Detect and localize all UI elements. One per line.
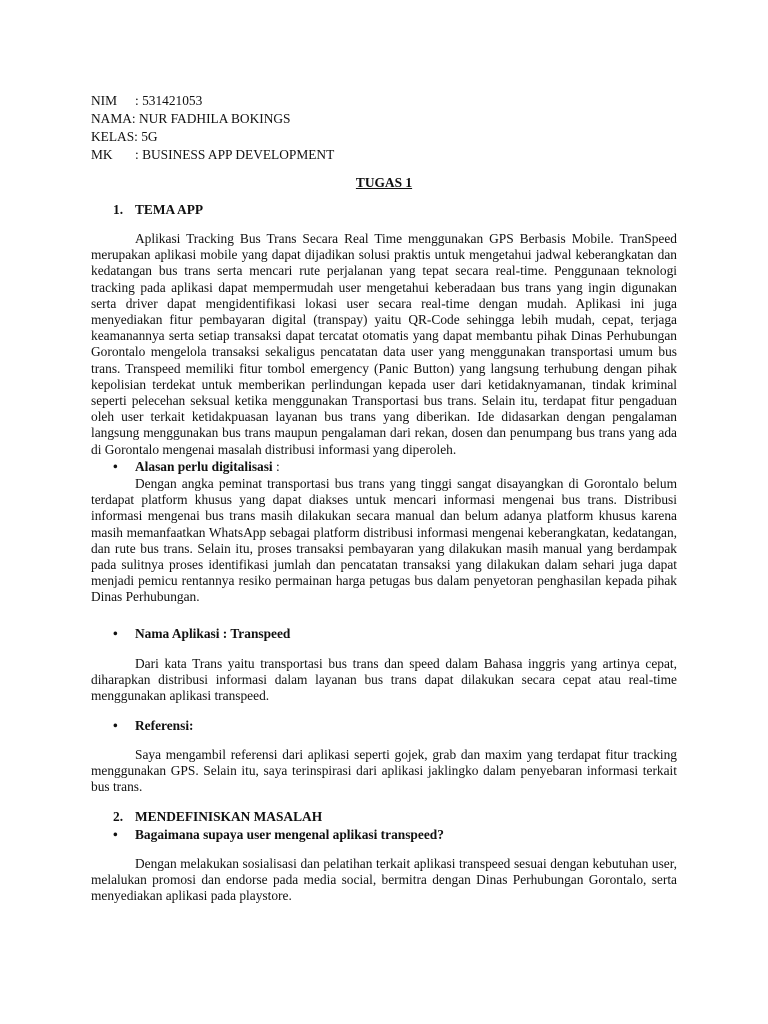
bullet-referensi-label: Referensi: (135, 718, 194, 733)
bullet-icon: • (113, 827, 118, 842)
section-1-title: TEMA APP (135, 202, 204, 217)
section-1-heading (113, 201, 203, 219)
bullet-referensi (113, 717, 194, 735)
mk-value: : BUSINESS APP DEVELOPMENT (135, 147, 335, 162)
bullet-alasan-label: Alasan perlu digitalisasi (135, 459, 273, 474)
student-info (91, 92, 334, 164)
bullet-icon: • (113, 626, 118, 641)
nama-aplikasi-paragraph: Dari kata Trans yaitu transportasi bus trans dan speed dalam Bahasa inggris yang artinya cepat, diharapkan distribusi informasi dalam layanan bus trans dapat dilakukan secara cepat atau real-time menggunakan aplikasi transpeed. (91, 656, 677, 704)
nama-label: NAMA (91, 111, 132, 126)
nim-row (91, 92, 334, 110)
masalah-paragraph: Dengan melakukan sosialisasi dan pelatihan terkait aplikasi transpeed sesuai dengan kebutuhan user, melalukan promosi dan endorse pada media social, bermitra dengan Dinas Perhubungan Gorontalo, serta menyediakan aplikasi pada playstore. (91, 856, 677, 904)
tema-app-paragraph: Aplikasi Tracking Bus Trans Secara Real Time menggunakan GPS Berbasis Mobile. TranSpeed merupakan aplikasi mobile yang dapat dijadikan solusi praktis untuk mengetahui jadwal keberangkatan dan kedatangan bus trans serta mencari rute perjalanan yang tepat secara real-time. Penggunaan teknologi tracking pada aplikasi dapat mempermudah user mengetahui keberadaan bus trans yang ingin digunakan serta driver dapat mengidentifikasi lokasi user secara real-time dengan mudah. Aplikasi ini juga menyediakan fitur pembayaran digital (transpay) yaitu QR-Code sehingga lebih mudah, cepat, terjaga keamanannya serta setiap transaksi dapat tercatat otomatis yang dapat membantu pihak Dinas Perhubungan Gorontalo mengelola transaksi sekaligus pencatatan data user yang menggunakan transportasi umum bus trans. Transpeed memiliki fitur tombol emergency (Panic Button) yang langsung terhubung dengan pihak kepolisian terdekat untuk memberikan perlindungan kepada user dari ketidaknyamanan, tindak kriminal seperti pelecehan seksual ketika menggunakan Transportasi bus trans. Selain itu, terdapat fitur pengaduan oleh user terkait ketidakpuasan layanan bus trans yang diberikan. Ide didasarkan dengan pengalaman langsung menggunakan bus trans maupun pengalaman dari rekan, dosen dan penumpang bus trans yang ada di Gorontalo mengenai masalah distribusi informasi yang diperoleh. (91, 231, 677, 457)
kelas-value: : 5G (134, 129, 158, 144)
bullet-masalah (113, 826, 444, 844)
document-title: TUGAS 1 (355, 175, 413, 190)
nama-value: : NUR FADHILA BOKINGS (131, 111, 291, 126)
section-1-number: 1. (113, 202, 124, 217)
bullet-alasan-suffix: : (272, 459, 280, 474)
nama-row (91, 110, 334, 128)
kelas-row (91, 128, 334, 146)
alasan-paragraph: Dengan angka peminat transportasi bus trans yang tinggi sangat disayangkan di Gorontalo belum terdapat platform khusus yang dapat diakses untuk mencari informasi mengenai bus trans. Distribusi informasi mengenai bus trans masih dilakukan secara manual dan belum adanya platform khusus karena masih memanfaatkan WhatsApp sebagai platform distribusi informasi mengenai keberangkatan, kedatangan, dan rute bus trans. Selain itu, proses transaksi pembayaran yang dilakukan masih manual yang berdampak pada sulitnya proses identifikasi jumlah dan pencatatan transaksi yang dilakukan dalam sehari juga dapat menjadi pemicu rentannya resiko permainan harga petugas bus dalam penyetoran penghasilan kepada pihak Dinas Perhubungan. (91, 476, 677, 605)
bullet-alasan (113, 458, 280, 476)
bullet-masalah-label: Bagaimana supaya user mengenal aplikasi transpeed? (135, 827, 444, 842)
bullet-nama-aplikasi (113, 625, 290, 643)
mk-label: MK (91, 147, 113, 162)
referensi-paragraph: Saya mengambil referensi dari aplikasi seperti gojek, grab dan maxim yang terdapat fitur tracking menggunakan GPS. Selain itu, saya terinspirasi dari aplikasi jaklingko dalam penyebaran informasi terkait bus trans. (91, 747, 677, 795)
section-2-title: MENDEFINISKAN MASALAH (135, 809, 323, 824)
nim-label: NIM (91, 93, 118, 108)
nim-value: : 531421053 (135, 93, 203, 108)
bullet-icon: • (113, 459, 118, 474)
section-2-number: 2. (113, 809, 124, 824)
kelas-label: KELAS (91, 129, 135, 144)
mk-row (91, 146, 334, 164)
bullet-nama-aplikasi-label: Nama Aplikasi : Transpeed (135, 626, 291, 641)
bullet-icon: • (113, 718, 118, 733)
section-2-heading (113, 808, 322, 826)
